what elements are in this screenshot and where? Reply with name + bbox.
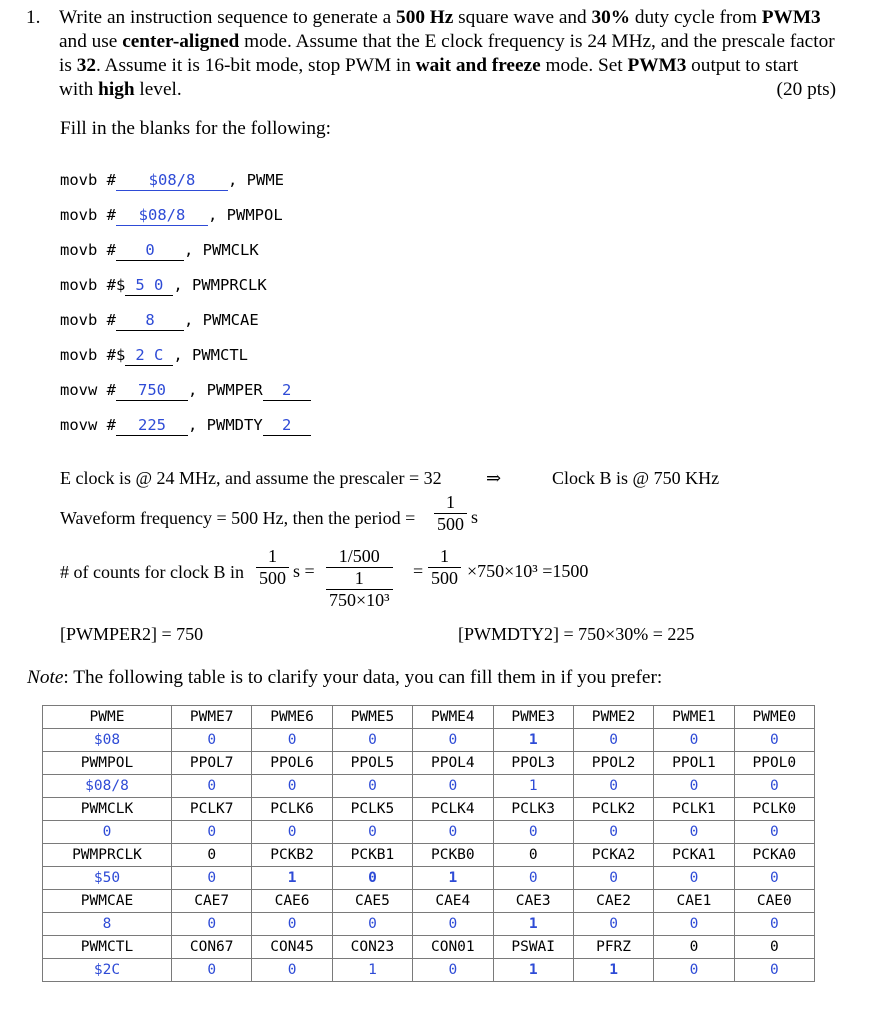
code-separator: , <box>228 171 247 189</box>
bit-cell: 0 <box>172 867 252 890</box>
bit-cell: 0 <box>252 959 332 982</box>
code-line <box>60 380 311 401</box>
code-register: PWMCTL <box>192 346 248 364</box>
bit-cell: PPOL0 <box>734 752 814 775</box>
code-register: PWMDTY <box>206 416 263 434</box>
code-blank-value: 2 C <box>125 346 173 366</box>
bit-cell: 0 <box>172 913 252 936</box>
code-line <box>60 240 259 261</box>
note-text: : The following table is to clarify your data, you can fill them in if you prefer: <box>63 667 663 688</box>
f1-denominator: 500 <box>259 568 286 588</box>
bit-cell: PCLK7 <box>172 798 252 821</box>
code-instruction: movb # <box>60 171 116 189</box>
register-bits-row <box>43 798 815 821</box>
bit-cell: 0 <box>654 913 734 936</box>
bit-cell: 0 <box>413 913 493 936</box>
register-name-cell: 8 <box>43 913 172 936</box>
waveform-line: Waveform frequency = 500 Hz, then the period = <box>60 508 416 528</box>
question-run: and use <box>59 31 123 52</box>
register-bits-row <box>43 936 815 959</box>
bit-cell: PWME2 <box>573 706 653 729</box>
question-run: . Assume it is 16-bit mode, stop PWM in <box>95 55 416 76</box>
question-bold-run: high <box>98 79 135 100</box>
bit-cell: PPOL2 <box>573 752 653 775</box>
bit-cell: PCLK4 <box>413 798 493 821</box>
register-values-row <box>43 913 815 936</box>
bit-cell: 0 <box>734 775 814 798</box>
register-name-cell: PWMCLK <box>43 798 172 821</box>
register-table <box>42 705 815 982</box>
code-blank-value: 0 <box>116 241 184 261</box>
bit-cell: 1 <box>493 775 573 798</box>
bit-cell: CAE6 <box>252 890 332 913</box>
bit-cell: CON45 <box>252 936 332 959</box>
bit-cell: 1 <box>493 729 573 752</box>
f2-numerator: 1/500 <box>338 546 380 566</box>
question-bold-run: 32 <box>76 55 96 76</box>
register-suffix-blank: 2 <box>263 381 311 401</box>
bit-cell: CON67 <box>172 936 252 959</box>
bit-cell: 1 <box>493 959 573 982</box>
bit-cell: 0 <box>734 913 814 936</box>
question-run: level. <box>134 79 182 100</box>
bit-cell: 1 <box>252 867 332 890</box>
bit-cell: 0 <box>252 729 332 752</box>
counts-label: # of counts for clock B in <box>60 562 244 582</box>
bit-cell: CON01 <box>413 936 493 959</box>
bit-cell: 0 <box>573 867 653 890</box>
bit-cell: 0 <box>172 844 252 867</box>
question-points: (20 pts) <box>776 79 836 100</box>
bit-cell: PCKA0 <box>734 844 814 867</box>
bit-cell: CAE5 <box>332 890 412 913</box>
question-run: output to start with <box>59 55 799 100</box>
bit-cell: PWME4 <box>413 706 493 729</box>
bit-cell: 1 <box>332 959 412 982</box>
bit-cell: PCLK5 <box>332 798 412 821</box>
code-separator: , <box>184 241 203 259</box>
bit-cell: 0 <box>573 729 653 752</box>
code-instruction: movb # <box>60 241 116 259</box>
register-values-row <box>43 821 815 844</box>
bit-cell: 0 <box>332 775 412 798</box>
question-bold-run: PWM3 <box>761 7 821 28</box>
bit-cell: 0 <box>493 867 573 890</box>
register-suffix-blank: 2 <box>263 416 311 436</box>
register-name-cell: 0 <box>43 821 172 844</box>
bit-cell: 0 <box>172 821 252 844</box>
bit-cell: PWME3 <box>493 706 573 729</box>
code-separator: , <box>184 311 203 329</box>
bit-cell: 0 <box>654 775 734 798</box>
clock-line-right: Clock B is @ 750 KHz <box>552 468 720 488</box>
counts-fraction-1 <box>256 546 289 589</box>
bit-cell: PPOL6 <box>252 752 332 775</box>
question-number: 1. <box>26 7 41 28</box>
bit-cell: PCLK3 <box>493 798 573 821</box>
bit-cell: 0 <box>654 821 734 844</box>
bit-cell: 0 <box>573 821 653 844</box>
bit-cell: CAE0 <box>734 890 814 913</box>
code-separator: , <box>188 381 207 399</box>
period-unit: s <box>471 507 479 527</box>
question-run: Write an instruction sequence to generate a <box>59 7 397 28</box>
note-line <box>27 667 662 689</box>
bit-cell: CAE1 <box>654 890 734 913</box>
f1-numerator: 1 <box>268 546 277 566</box>
bit-cell: CON23 <box>332 936 412 959</box>
bit-cell: 0 <box>413 775 493 798</box>
code-separator: , <box>208 206 227 224</box>
register-name-cell: $2C <box>43 959 172 982</box>
period-fraction <box>434 492 467 535</box>
code-line <box>60 205 283 226</box>
code-register: PWMPER <box>206 381 263 399</box>
register-values-row <box>43 729 815 752</box>
equals-sign: = <box>413 561 424 581</box>
code-instruction: movb # <box>60 311 116 329</box>
bit-cell: 0 <box>413 729 493 752</box>
bit-cell: 1 <box>493 913 573 936</box>
register-name-cell: PWMPRCLK <box>43 844 172 867</box>
register-name-cell: $08/8 <box>43 775 172 798</box>
bit-cell: 0 <box>413 821 493 844</box>
f3-numerator: 1 <box>440 546 449 566</box>
question-bold-run: center-aligned <box>122 31 240 52</box>
pwmper-result: [PWMPER2] = 750 <box>60 624 204 644</box>
question-run: duty cycle from <box>630 7 762 28</box>
bit-cell: PCLK0 <box>734 798 814 821</box>
bit-cell: PPOL4 <box>413 752 493 775</box>
register-values-row <box>43 959 815 982</box>
bit-cell: 0 <box>332 821 412 844</box>
bit-cell: 0 <box>734 729 814 752</box>
bit-cell: CAE7 <box>172 890 252 913</box>
register-name-cell: $50 <box>43 867 172 890</box>
question <box>26 6 836 102</box>
bit-cell: PWME7 <box>172 706 252 729</box>
bit-cell: 0 <box>332 913 412 936</box>
bit-cell: 1 <box>573 959 653 982</box>
bit-cell: PWME1 <box>654 706 734 729</box>
note-label: Note <box>27 667 64 688</box>
code-register: PWMPOL <box>226 206 283 224</box>
code-line <box>60 310 259 331</box>
f2-inner-denominator: 750×10³ <box>329 590 390 610</box>
question-run: square wave and <box>453 7 592 28</box>
code-blank-value: $08/8 <box>116 206 208 226</box>
code-separator: , <box>188 416 207 434</box>
bit-cell: 1 <box>413 867 493 890</box>
code-line <box>60 345 248 366</box>
bit-cell: 0 <box>172 729 252 752</box>
bit-cell: PCKA1 <box>654 844 734 867</box>
bit-cell: PWME5 <box>332 706 412 729</box>
bit-cell: CAE4 <box>413 890 493 913</box>
register-name-cell: PWME <box>43 706 172 729</box>
code-instruction: movw # <box>60 416 116 434</box>
period-denominator: 500 <box>437 514 464 534</box>
register-values-row <box>43 775 815 798</box>
bit-cell: 0 <box>332 867 412 890</box>
code-separator: , <box>173 346 192 364</box>
register-name-cell: PWMCAE <box>43 890 172 913</box>
bit-cell: 0 <box>493 844 573 867</box>
question-bold-run: 30% <box>591 7 631 28</box>
bit-cell: PPOL1 <box>654 752 734 775</box>
bit-cell: PFRZ <box>573 936 653 959</box>
register-name-cell: PWMCTL <box>43 936 172 959</box>
bit-cell: PCKB2 <box>252 844 332 867</box>
counts-fraction-2 <box>326 546 393 611</box>
bit-cell: PCLK6 <box>252 798 332 821</box>
question-run: mode. Assume that the E clock frequency is 24 MHz, and the prescale factor is <box>59 31 835 76</box>
code-line <box>60 415 311 436</box>
implies-arrow: ⇒ <box>486 468 502 488</box>
code-separator: , <box>173 276 192 294</box>
code-line <box>60 170 284 191</box>
bit-cell: 0 <box>654 936 734 959</box>
code-blank-value: 225 <box>116 416 188 436</box>
code-register: PWMCLK <box>202 241 259 259</box>
bit-cell: PWME6 <box>252 706 332 729</box>
f2-inner-numerator: 1 <box>354 568 364 588</box>
bit-cell: 0 <box>172 775 252 798</box>
bit-cell: 0 <box>734 936 814 959</box>
bit-cell: PWME0 <box>734 706 814 729</box>
code-blank-value: 5 0 <box>125 276 173 296</box>
register-name-cell: PWMPOL <box>43 752 172 775</box>
bit-cell: PPOL3 <box>493 752 573 775</box>
bit-cell: PPOL7 <box>172 752 252 775</box>
code-instruction: movb #$ <box>60 346 126 364</box>
bit-cell: 0 <box>734 959 814 982</box>
fill-instructions: Fill in the blanks for the following: <box>60 118 331 139</box>
period-numerator: 1 <box>446 492 455 512</box>
bit-cell: PSWAI <box>493 936 573 959</box>
bit-cell: CAE2 <box>573 890 653 913</box>
clock-line-left: E clock is @ 24 MHz, and assume the prescaler = 32 <box>60 468 442 488</box>
register-bits-row <box>43 890 815 913</box>
question-run: mode. Set <box>540 55 628 76</box>
bit-cell: PPOL5 <box>332 752 412 775</box>
bit-cell: 0 <box>654 959 734 982</box>
f3-denominator: 500 <box>431 568 458 588</box>
code-blank-value: $08/8 <box>116 171 228 191</box>
code-blank-value: 750 <box>116 381 188 401</box>
code-blank-value: 8 <box>116 311 184 331</box>
code-register: PWMCAE <box>202 311 259 329</box>
counts-result: ×750×10³ =1500 <box>467 561 589 581</box>
bit-cell: 0 <box>252 775 332 798</box>
bit-cell: 0 <box>493 821 573 844</box>
question-bold-run: wait and freeze <box>415 55 541 76</box>
bit-cell: 0 <box>734 867 814 890</box>
question-bold-run: PWM3 <box>627 55 687 76</box>
bit-cell: PCKB1 <box>332 844 412 867</box>
counts-fraction-3 <box>428 546 461 589</box>
bit-cell: 0 <box>573 775 653 798</box>
bit-cell: PCKA2 <box>573 844 653 867</box>
bit-cell: 0 <box>332 729 412 752</box>
register-bits-row <box>43 706 815 729</box>
bit-cell: PCLK1 <box>654 798 734 821</box>
f1-unit: s = <box>293 561 315 581</box>
bit-cell: 0 <box>734 821 814 844</box>
question-text <box>59 6 836 102</box>
register-bits-row <box>43 752 815 775</box>
pwmdty-result: [PWMDTY2] = 750×30% = 225 <box>458 624 695 644</box>
question-bold-run: 500 Hz <box>396 7 454 28</box>
bit-cell: PCKB0 <box>413 844 493 867</box>
register-bits-row <box>43 844 815 867</box>
code-line <box>60 275 267 296</box>
bit-cell: CAE3 <box>493 890 573 913</box>
register-values-row <box>43 867 815 890</box>
bit-cell: 0 <box>172 959 252 982</box>
bit-cell: PCLK2 <box>573 798 653 821</box>
code-instruction: movb #$ <box>60 276 126 294</box>
bit-cell: 0 <box>252 821 332 844</box>
bit-cell: 0 <box>573 913 653 936</box>
register-name-cell: $08 <box>43 729 172 752</box>
code-register: PWMPRCLK <box>192 276 267 294</box>
bit-cell: 0 <box>654 867 734 890</box>
bit-cell: 0 <box>252 913 332 936</box>
bit-cell: 0 <box>413 959 493 982</box>
code-instruction: movw # <box>60 381 116 399</box>
code-instruction: movb # <box>60 206 116 224</box>
bit-cell: 0 <box>654 729 734 752</box>
code-register: PWME <box>246 171 284 189</box>
